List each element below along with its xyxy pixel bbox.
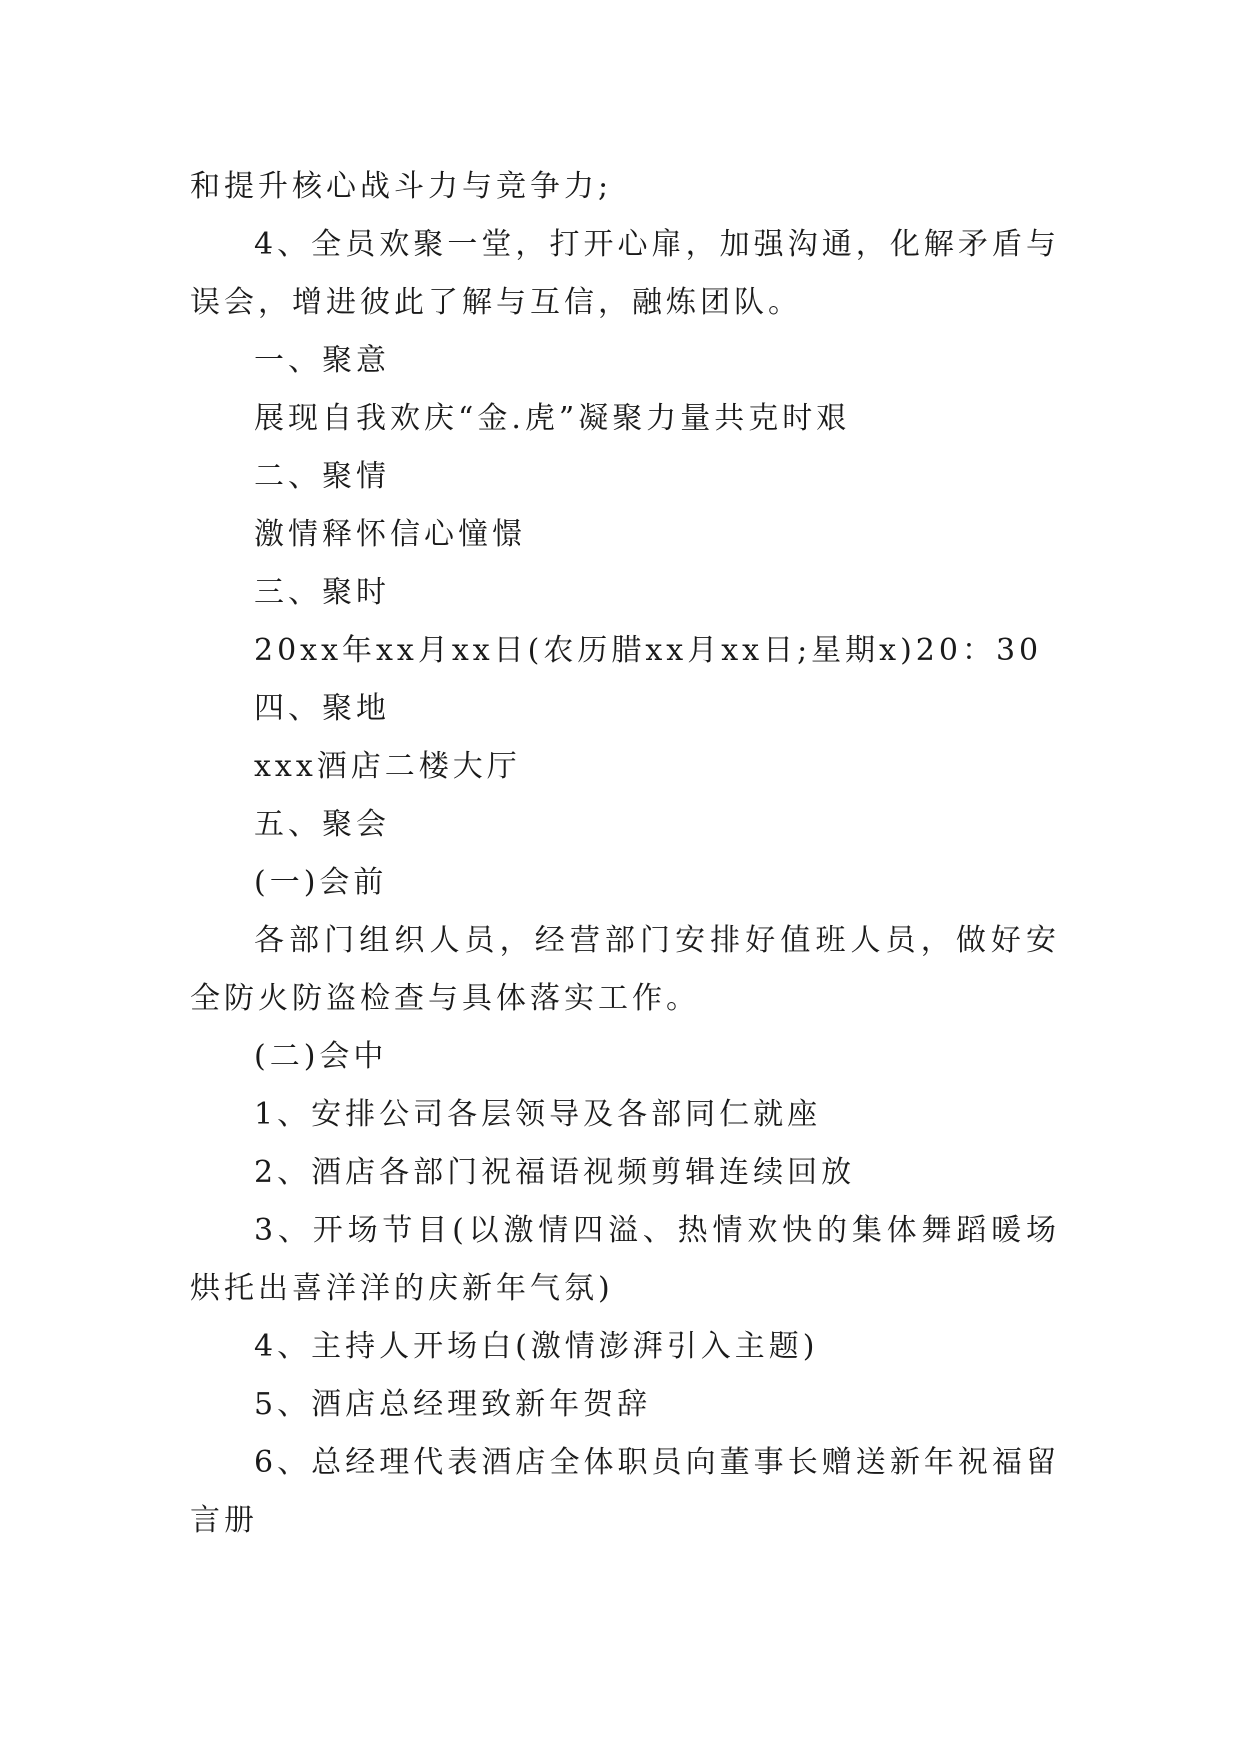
list-item-6: 6、总经理代表酒店全体职员向董事长赠送新年祝福留言册: [190, 1445, 1060, 1538]
paragraph-6: xxx酒店二楼大厅: [254, 749, 521, 784]
paragraph-7: 各部门组织人员，经营部门安排好值班人员，做好安全防火防盗检查与具体落实工作。: [190, 923, 1060, 1016]
section-heading-4: 四、聚地: [254, 691, 390, 726]
paragraph-4: 激情释怀信心憧憬: [254, 517, 526, 552]
paragraph-5: 20xx年xx月xx日(农历腊xx月xx日;星期x)20：30: [254, 633, 1043, 668]
section-heading-1: 一、聚意: [254, 343, 390, 378]
subsection-heading-2: (二)会中: [254, 1039, 388, 1074]
section-heading-2: 二、聚情: [254, 459, 390, 494]
paragraph-2: 4、全员欢聚一堂，打开心扉，加强沟通，化解矛盾与误会，增进彼此了解与互信，融炼团队。: [190, 227, 1060, 320]
paragraph-1: 和提升核心战斗力与竞争力;: [190, 169, 613, 204]
list-item-1: 1、安排公司各层领导及各部同仁就座: [254, 1097, 822, 1132]
list-item-5: 5、酒店总经理致新年贺辞: [254, 1387, 652, 1422]
paragraph-3: 展现自我欢庆“金.虎”凝聚力量共克时艰: [254, 401, 851, 436]
list-item-4: 4、主持人开场白(激情澎湃引入主题): [254, 1329, 819, 1364]
section-heading-3: 三、聚时: [254, 575, 390, 610]
subsection-heading-1: (一)会前: [254, 865, 388, 900]
list-item-2: 2、酒店各部门祝福语视频剪辑连续回放: [254, 1155, 856, 1190]
document-body: [190, 158, 1060, 1550]
section-heading-5: 五、聚会: [254, 807, 390, 842]
list-item-3: 3、开场节目(以激情四溢、热情欢快的集体舞蹈暖场烘托出喜洋洋的庆新年气氛): [190, 1213, 1060, 1306]
